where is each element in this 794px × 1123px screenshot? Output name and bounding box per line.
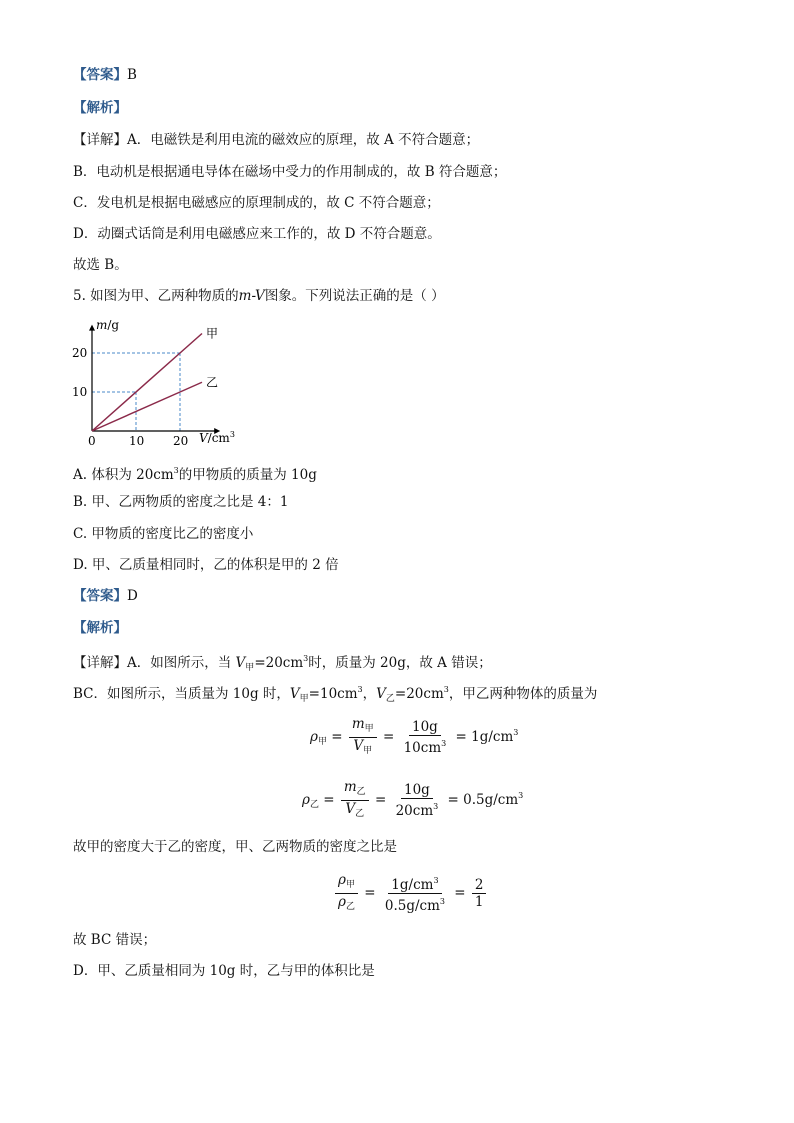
option-d-explanation: D．动圈式话筒是利用电磁感应来工作的，故 D 不符合题意。 [73, 226, 441, 242]
series-line-1 [92, 382, 202, 431]
mv-chart [66, 313, 256, 453]
answer-value: D [127, 588, 138, 604]
y-tick-label-1: 20 [72, 346, 88, 360]
choose-line-1: 故选 B。 [73, 257, 128, 273]
answer-1 [73, 66, 137, 84]
formula-density-jia: $\rho_甲$ = $\frac{m_甲}{V_甲}$ = $\frac{10g}{10cm^3}$ = $1g/cm^3$ [310, 716, 519, 756]
bc-line: BC．如图所示，当质量为 10g 时，$V_甲=10cm^3$，$V_乙=20cm^3$，甲乙两种物体的质量为 [73, 685, 598, 704]
answer-label: 【答案】 [73, 67, 127, 83]
detail-label: 【详解】 [73, 132, 127, 148]
option-5a: A. 体积为 $20cm^3$的甲物质的质量为 10g [73, 466, 317, 483]
option-5c: C. 甲物质的密度比乙的密度小 [73, 526, 254, 542]
bc-wrong-line: 故 BC 错误； [73, 932, 157, 948]
mv-text: m-V [238, 288, 265, 304]
option-5d: D. 甲、乙质量相同时，乙的体积是甲的 2 倍 [73, 557, 339, 573]
analysis-heading-2: 【解析】 [73, 620, 127, 636]
option-c-explanation: C．发电机是根据电磁感应的原理制成的，故 C 不符合题意； [73, 195, 440, 211]
answer-label: 【答案】 [73, 588, 127, 604]
series-label-0: 甲 [206, 326, 219, 341]
question-5: 5. 如图为甲、乙两种物质的m-V图象。下列说法正确的是（ ） [73, 288, 445, 304]
y-axis-arrow [89, 325, 95, 331]
series-label-1: 乙 [206, 375, 219, 390]
chart-layer [72, 325, 220, 448]
series-line-0 [92, 334, 202, 432]
x-tick-label-1: 10 [129, 434, 145, 448]
formula-density-ratio: $\frac{\rho_甲}{\rho_乙}$ = $\frac{1g/cm^3}{0.5g/cm^3}$ = $\frac{2}{1}$ [333, 872, 488, 915]
answer-value: B [127, 67, 137, 83]
formula-density-yi: $\rho_乙$ = $\frac{m_乙}{V_乙}$ = $\frac{10g}{20cm^3}$ = $0.5g/cm^3$ [302, 779, 524, 819]
analysis-heading-1: 【解析】 [73, 100, 127, 116]
x-axis-label: $V/cm^3$ [199, 430, 235, 445]
answer-2 [73, 587, 138, 605]
detail-2: 【详解】A．如图所示，当 $V_甲=20cm^3$时，质量为 20g，故 A 错误； [73, 654, 492, 673]
y-axis-label: m/g [96, 318, 120, 332]
x-tick-label-2: 20 [173, 434, 189, 448]
conclusion-line: 故甲的密度大于乙的密度，甲、乙两物质的密度之比是 [73, 839, 397, 855]
y-tick-label-0: 10 [72, 385, 88, 399]
option-b-explanation: B．电动机是根据通电导体在磁场中受力的作用制成的，故 B 符合题意； [73, 164, 507, 180]
detail-1 [73, 131, 479, 149]
d-ratio-line: D．甲、乙质量相同为 10g 时，乙与甲的体积比是 [73, 963, 375, 979]
option-5b: B. 甲、乙两物质的密度之比是 4：1 [73, 494, 289, 510]
detail-text: A．电磁铁是利用电流的磁效应的原理，故 A 不符合题意； [127, 132, 480, 148]
x-tick-label-0: 0 [88, 434, 96, 448]
